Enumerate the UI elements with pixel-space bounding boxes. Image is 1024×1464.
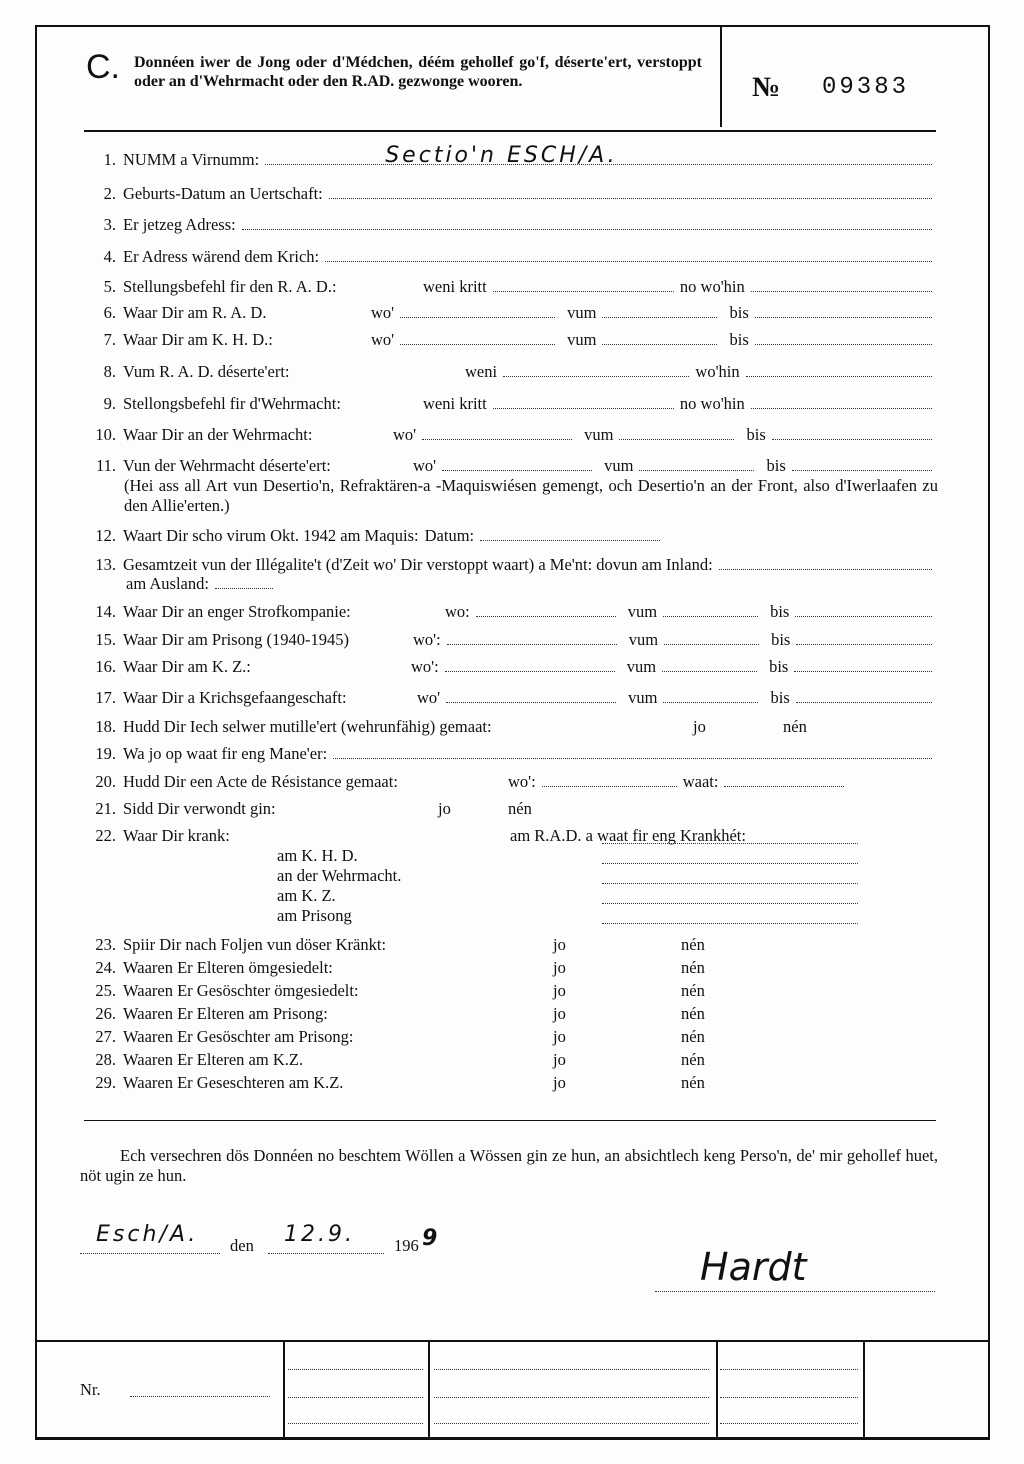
- dotted-field[interactable]: [493, 290, 674, 292]
- year-handwritten: 9: [422, 1226, 441, 1251]
- form-item-6: [80, 303, 938, 323]
- dotted-field[interactable]: [796, 701, 932, 703]
- item-c: bis: [746, 425, 766, 444]
- illness-row: [277, 906, 352, 926]
- illness-label: am K. Z.: [277, 886, 336, 905]
- item-b: vum: [567, 303, 597, 322]
- table-cell-field[interactable]: [434, 1396, 709, 1398]
- item-a: jo: [553, 1073, 566, 1092]
- item-b: vum: [584, 425, 614, 444]
- form-item-13: [80, 555, 938, 575]
- form-number: 09383: [822, 74, 910, 101]
- item-b: nén: [681, 935, 705, 954]
- item-num: 12.: [95, 526, 116, 545]
- item-label: Waaren Er Gesöschter ömgesiedelt:: [123, 981, 359, 1000]
- item-label: Waar Dir am K. Z.:: [123, 657, 251, 676]
- dotted-field[interactable]: [664, 643, 759, 645]
- item-b: vum: [604, 456, 634, 475]
- form-item-28: [80, 1050, 938, 1070]
- item-num: 15.: [95, 630, 116, 649]
- item-a: wo:: [445, 602, 470, 621]
- item-b: nén: [783, 717, 807, 736]
- item-num: 9.: [103, 394, 116, 413]
- item-label: Stellongsbefehl fir d'Wehrmacht:: [123, 394, 341, 413]
- illness-field[interactable]: [602, 842, 858, 844]
- illness-row: [277, 866, 401, 886]
- dotted-field[interactable]: [662, 670, 757, 672]
- item-label: Waart Dir scho virum Okt. 1942 am Maquis:: [123, 526, 419, 545]
- table-cell-field[interactable]: [434, 1368, 709, 1370]
- item-c: bis: [766, 456, 786, 475]
- form-item-2: [80, 184, 938, 204]
- form-item-25: [80, 981, 938, 1001]
- item-a: jo: [553, 1027, 566, 1046]
- dotted-field[interactable]: [325, 260, 932, 262]
- dotted-field[interactable]: [751, 290, 932, 292]
- item-num: 22.: [95, 826, 116, 845]
- form-item-10: [80, 425, 938, 445]
- table-divider: [428, 1342, 430, 1438]
- form-item-18: [80, 717, 938, 737]
- item-label: Waar Dir am K. H. D.:: [123, 330, 273, 349]
- dotted-field[interactable]: [400, 316, 555, 318]
- dotted-field[interactable]: [242, 228, 932, 230]
- year-printed: 196: [394, 1236, 419, 1255]
- item-num: 28.: [95, 1050, 116, 1069]
- form-item-26: [80, 1004, 938, 1024]
- item-a: wo':: [508, 772, 536, 791]
- item-b: vum: [627, 602, 658, 621]
- dotted-field[interactable]: [422, 438, 572, 440]
- item-a: wo':: [413, 630, 441, 649]
- item-num: 14.: [95, 602, 116, 621]
- item-c: bis: [769, 657, 789, 676]
- form-item-11: [80, 456, 938, 476]
- item-b: nén: [508, 799, 532, 818]
- item-b: vum: [628, 688, 658, 707]
- nr-field[interactable]: [130, 1395, 270, 1397]
- form-item-14: [80, 602, 938, 622]
- form-item-4: [80, 247, 938, 267]
- dotted-field[interactable]: [476, 615, 616, 617]
- dotted-field[interactable]: [602, 316, 717, 318]
- item-num: 6.: [103, 303, 116, 322]
- date-field[interactable]: [268, 1252, 384, 1254]
- item-a: Datum:: [424, 526, 475, 545]
- signature: Hardt: [700, 1245, 807, 1289]
- item-a: wo': [413, 456, 437, 475]
- item-num: 25.: [95, 981, 116, 1000]
- section-letter: C.: [86, 48, 120, 86]
- declaration: Ech versechren dös Donnéen no beschtem Wöllen a Wössen gin ze hun, an absichtlech keng Perso'n, de' mir gehollef huet, nöt ugin ze hun.: [80, 1146, 938, 1185]
- dotted-field[interactable]: [794, 670, 932, 672]
- item-b: nén: [681, 1027, 705, 1046]
- item-label: Wa jo op waat fir eng Mane'er:: [123, 744, 328, 763]
- dotted-field[interactable]: [792, 469, 932, 471]
- item-num: 7.: [103, 330, 116, 349]
- item-a: wo': [371, 303, 395, 322]
- item-num: 21.: [95, 799, 116, 818]
- place-field[interactable]: [80, 1252, 220, 1254]
- form-item-20: [80, 772, 938, 792]
- item-a: am Ausland:: [126, 574, 209, 593]
- name-field[interactable]: [265, 143, 932, 168]
- form-item-17: [80, 688, 938, 708]
- item-a: weni: [465, 362, 498, 381]
- item-num: 16.: [95, 657, 116, 676]
- table-cell-field[interactable]: [288, 1368, 423, 1370]
- table-cell-field[interactable]: [720, 1422, 858, 1424]
- form-item-8: [80, 362, 938, 382]
- item-num: 1.: [103, 150, 116, 169]
- item-label: Gesamtzeit vun der Illégalite't (d'Zeit wo' Dir verstoppt waart) a Me'nt: dovun am Inland:: [123, 555, 713, 574]
- item-label: Waar Dir a Krichsgefaangeschaft:: [123, 688, 347, 707]
- form-item-23: [80, 935, 938, 955]
- form-item-24: [80, 958, 938, 978]
- form-item-27: [80, 1027, 938, 1047]
- form-item-9: [80, 394, 938, 414]
- item-b: waat:: [682, 772, 719, 791]
- dotted-field[interactable]: [746, 375, 932, 377]
- item-b: nén: [681, 1004, 705, 1023]
- item-a: weni kritt: [423, 277, 487, 296]
- illness-row: [277, 886, 336, 906]
- item-c: bis: [729, 303, 749, 322]
- item-num: 17.: [95, 688, 116, 707]
- table-cell-field[interactable]: [288, 1422, 423, 1424]
- dotted-field[interactable]: [772, 438, 932, 440]
- item-a: jo: [693, 717, 706, 736]
- form-item-7: [80, 330, 938, 350]
- dotted-field[interactable]: [796, 643, 932, 645]
- dotted-field[interactable]: [329, 197, 932, 199]
- item-label: Waar Dir an enger Strofkompanie:: [123, 602, 351, 621]
- item-b: wo'hin: [695, 362, 740, 381]
- dotted-field[interactable]: [663, 615, 758, 617]
- form-item-19: [80, 744, 938, 764]
- item-label: Hudd Dir Iech selwer mutille'ert (wehrunfähig) gemaat:: [123, 717, 492, 736]
- item-label: Waaren Er Elteren am Prisong:: [123, 1004, 328, 1023]
- item-label: Waaren Er Geseschteren am K.Z.: [123, 1073, 344, 1092]
- date-value: 12.9.: [284, 1222, 355, 1247]
- dotted-field[interactable]: [663, 701, 758, 703]
- item-label: Waar Dir an der Wehrmacht:: [123, 425, 313, 444]
- item-label: Er Adress wärend dem Krich:: [123, 247, 320, 266]
- item-label: Er jetzeg Adress:: [123, 215, 236, 234]
- number-sign: №: [752, 72, 781, 103]
- item-num: 18.: [95, 717, 116, 736]
- dotted-field[interactable]: [445, 670, 615, 672]
- item-num: 29.: [95, 1073, 116, 1092]
- ausland-field[interactable]: [215, 587, 273, 589]
- illness-label: am R.A.D. a waat fir eng Krankhét:: [510, 826, 746, 845]
- item-num: 5.: [103, 277, 116, 296]
- item-num: 23.: [95, 935, 116, 954]
- item-a: weni kritt: [423, 394, 487, 413]
- item-c: bis: [729, 330, 749, 349]
- form-item-16: [80, 657, 938, 677]
- item-num: 26.: [95, 1004, 116, 1023]
- item-num: 2.: [103, 184, 116, 203]
- rule: [84, 1120, 936, 1121]
- table-divider: [283, 1342, 285, 1438]
- form-item-1: [80, 143, 938, 170]
- dotted-field[interactable]: [542, 785, 677, 787]
- form-item-12: [80, 526, 938, 546]
- item-label: Hudd Dir een Acte de Résistance gemaat:: [123, 772, 398, 791]
- table-cell-field[interactable]: [434, 1422, 709, 1424]
- illness-field[interactable]: [602, 922, 858, 924]
- den-label: den: [230, 1236, 254, 1255]
- illness-label: am K. H. D.: [277, 846, 358, 865]
- item-b: nén: [681, 1073, 705, 1092]
- item-num: 13.: [95, 555, 116, 574]
- item-b: nén: [681, 1050, 705, 1069]
- table-divider: [863, 1342, 865, 1438]
- header-rule: [84, 130, 936, 132]
- item-label: Vum R. A. D. déserte'ert:: [123, 362, 290, 381]
- form-item-15: [80, 630, 938, 650]
- form-item-3: [80, 215, 938, 235]
- illness-field[interactable]: [602, 882, 858, 884]
- illness-label: am Prisong: [277, 906, 352, 925]
- item-label: Waar Dir krank:: [123, 826, 230, 845]
- table-cell-field[interactable]: [288, 1396, 423, 1398]
- item-num: 8.: [103, 362, 116, 381]
- ausland-row: [126, 574, 306, 594]
- dotted-field[interactable]: [400, 343, 555, 345]
- dotted-field[interactable]: [639, 469, 754, 471]
- item-num: 20.: [95, 772, 116, 791]
- item-a: jo: [438, 799, 451, 818]
- dotted-field[interactable]: [446, 701, 616, 703]
- item-c: bis: [770, 602, 790, 621]
- item-label: Waaren Er Elteren am K.Z.: [123, 1050, 304, 1069]
- item-label: Waaren Er Elteren ömgesiedelt:: [123, 958, 333, 977]
- item-label: Waar Dir am Prisong (1940-1945): [123, 630, 349, 649]
- table-divider: [716, 1342, 718, 1438]
- form-item-29: [80, 1073, 938, 1093]
- item-label: Waaren Er Gesöschter am Prisong:: [123, 1027, 354, 1046]
- dotted-field[interactable]: [480, 539, 660, 541]
- item-a: wo': [417, 688, 441, 707]
- item-label: Waar Dir am R. A. D.: [123, 303, 267, 322]
- item-a: jo: [553, 981, 566, 1000]
- illness-field[interactable]: [602, 862, 858, 864]
- item-label: Spiir Dir nach Foljen vun döser Kränkt:: [123, 935, 387, 954]
- item-b: nén: [681, 958, 705, 977]
- form-title: Donnéen iwer de Jong oder d'Médchen, déém gehollef go'f, déserte'ert, verstoppt oder an d'Wehrmacht oder den R.AD. gezwonge wooren.: [134, 54, 702, 90]
- item-c: bis: [770, 688, 790, 707]
- dotted-field[interactable]: [493, 407, 674, 409]
- item-label: NUMM a Virnumm:: [123, 150, 260, 169]
- item-b: vum: [628, 630, 659, 649]
- item-label: Geburts-Datum an Uertschaft:: [123, 184, 323, 203]
- dotted-field[interactable]: [619, 438, 734, 440]
- item-b: vum: [626, 657, 657, 676]
- dotted-field[interactable]: [442, 469, 592, 471]
- dotted-field[interactable]: [602, 343, 717, 345]
- item-a: wo': [371, 330, 395, 349]
- dotted-field[interactable]: [503, 375, 689, 377]
- item-label: Vun der Wehrmacht déserte'ert:: [123, 456, 331, 475]
- header-divider: [720, 27, 722, 127]
- item-b: no wo'hin: [679, 277, 745, 296]
- form-item-21: [80, 799, 938, 819]
- illness-field[interactable]: [602, 902, 858, 904]
- item-b: vum: [567, 330, 597, 349]
- place-value: Esch/A.: [96, 1222, 199, 1247]
- name-value: Sectio'n ESCH/A.: [385, 143, 618, 168]
- dotted-field[interactable]: [724, 785, 844, 787]
- item-label: Stellungsbefehl fir den R. A. D.:: [123, 277, 337, 296]
- illness-label: an der Wehrmacht.: [277, 866, 402, 885]
- dotted-field[interactable]: [447, 643, 617, 645]
- item-11-note: (Hei ass all Art vun Desertio'n, Refraktären-a -Maquiswiésen gemengt, och Desertio'n an der Front, also d'Iwerlaafen zu den Allie'erten.): [124, 476, 938, 515]
- item-b: nén: [681, 981, 705, 1000]
- form-item-5: [80, 277, 938, 297]
- item-b: no wo'hin: [679, 394, 745, 413]
- item-num: 10.: [95, 425, 116, 444]
- item-a: jo: [553, 935, 566, 954]
- table-top-rule: [35, 1340, 990, 1342]
- item-num: 24.: [95, 958, 116, 977]
- item-a: jo: [553, 958, 566, 977]
- item-c: bis: [771, 630, 791, 649]
- table-cell-field[interactable]: [720, 1396, 858, 1398]
- item-num: 11.: [95, 456, 116, 475]
- dotted-field[interactable]: [333, 757, 932, 759]
- item-a: wo': [393, 425, 417, 444]
- item-num: 19.: [95, 744, 116, 763]
- item-num: 4.: [103, 247, 116, 266]
- dotted-field[interactable]: [755, 316, 932, 318]
- table-cell-field[interactable]: [720, 1368, 858, 1370]
- dotted-field[interactable]: [719, 568, 932, 570]
- item-a: jo: [553, 1050, 566, 1069]
- item-num: 3.: [103, 215, 116, 234]
- nr-label: Nr.: [80, 1380, 101, 1399]
- dotted-field[interactable]: [755, 343, 932, 345]
- signature-field[interactable]: [655, 1290, 935, 1292]
- item-a: jo: [553, 1004, 566, 1023]
- item-label: Sidd Dir verwondt gin:: [123, 799, 276, 818]
- illness-row: [277, 846, 358, 866]
- dotted-field[interactable]: [751, 407, 932, 409]
- dotted-field[interactable]: [795, 615, 932, 617]
- item-num: 27.: [95, 1027, 116, 1046]
- item-a: wo':: [411, 657, 439, 676]
